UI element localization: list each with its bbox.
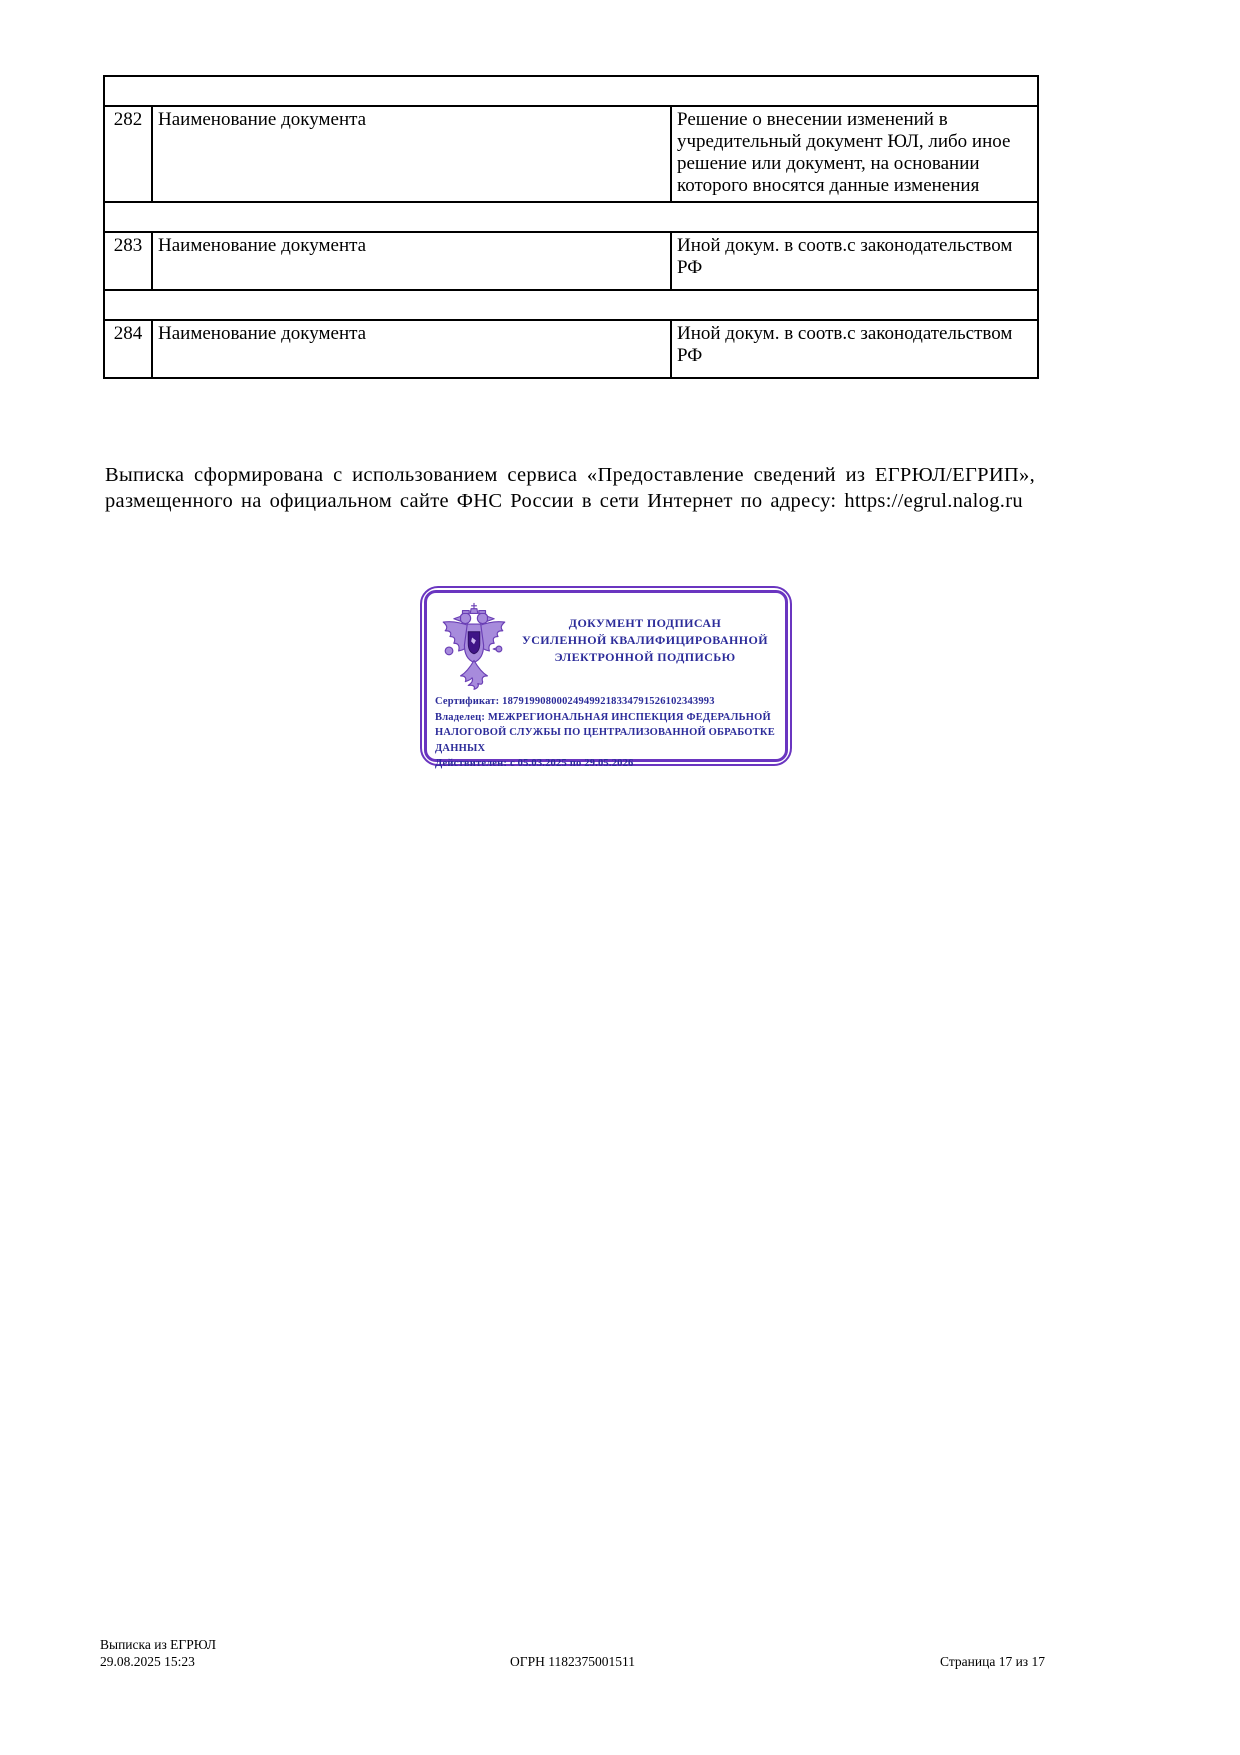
table-spacer-row (104, 290, 1038, 320)
table-spacer-row (104, 76, 1038, 106)
row-number: 283 (104, 232, 152, 290)
table-row (104, 232, 1038, 290)
footer-datetime: 29.08.2025 15:23 (100, 1654, 195, 1669)
spacer-cell (104, 290, 1038, 320)
stamp-title-line2: УСИЛЕННОЙ КВАЛИФИЦИРОВАННОЙ (522, 633, 768, 647)
footer-doc-type: Выписка из ЕГРЮЛ (100, 1637, 217, 1652)
owner-value: МЕЖРЕГИОНАЛЬНАЯ ИНСПЕКЦИЯ ФЕДЕРАЛЬНОЙ НАЛОГОВОЙ СЛУЖБЫ ПО ЦЕНТРАЛИЗОВАННОЙ ОБРАБОТКЕ ДАННЫХ (435, 711, 775, 754)
spacer-cell (104, 202, 1038, 232)
row-number: 282 (104, 106, 152, 202)
stamp-title-line1: ДОКУМЕНТ ПОДПИСАН (568, 616, 722, 630)
validity-row (435, 756, 775, 772)
russian-coat-of-arms-icon (435, 601, 515, 702)
owner-row (435, 710, 775, 757)
stamp-fields (435, 694, 775, 772)
stamp-header (435, 599, 775, 702)
certificate-label: Сертификат: (435, 696, 500, 707)
row-label: Наименование документа (152, 232, 671, 290)
footer-ogrn: ОГРН 1182375001511 (510, 1654, 635, 1669)
footer-left (100, 1636, 400, 1670)
row-value: Иной докум. в соотв.с законодательством РФ (671, 320, 1038, 378)
documents-table (103, 75, 1039, 379)
row-label: Наименование документа (152, 106, 671, 202)
table-row (104, 320, 1038, 378)
row-number: 284 (104, 320, 152, 378)
stamp-title-line3: ЭЛЕКТРОННОЙ ПОДПИСЬЮ (554, 650, 736, 664)
row-value: Иной докум. в соотв.с законодательством РФ (671, 232, 1038, 290)
spacer-cell (104, 76, 1038, 106)
page-footer (100, 1636, 1045, 1670)
stamp-title (515, 615, 775, 702)
row-value: Решение о внесении изменений в учредительный документ ЮЛ, либо иное решение или документ, на основании которого вносятся данные изменения (671, 106, 1038, 202)
table-spacer-row (104, 202, 1038, 232)
validity-value: с 05.03.2025 по 29.05.2026 (509, 758, 634, 769)
row-label: Наименование документа (152, 320, 671, 378)
certificate-value: 187919908000249499218334791526102343993 (502, 696, 715, 707)
owner-label: Владелец: (435, 711, 486, 723)
signature-stamp (420, 586, 792, 769)
table-row (104, 106, 1038, 202)
signature-stamp-inner (424, 590, 788, 769)
certificate-row (435, 694, 775, 710)
footer-page-number: Страница 17 из 17 (940, 1654, 1045, 1669)
validity-label: Действителен: (435, 758, 508, 769)
service-note: Выписка сформирована с использованием сервиса «Предоставление сведений из ЕГРЮЛ/ЕГРИП», размещенного на официальном сайте ФНС России в сети Интернет по адресу: https://egrul.nalog.ru (105, 464, 1035, 512)
